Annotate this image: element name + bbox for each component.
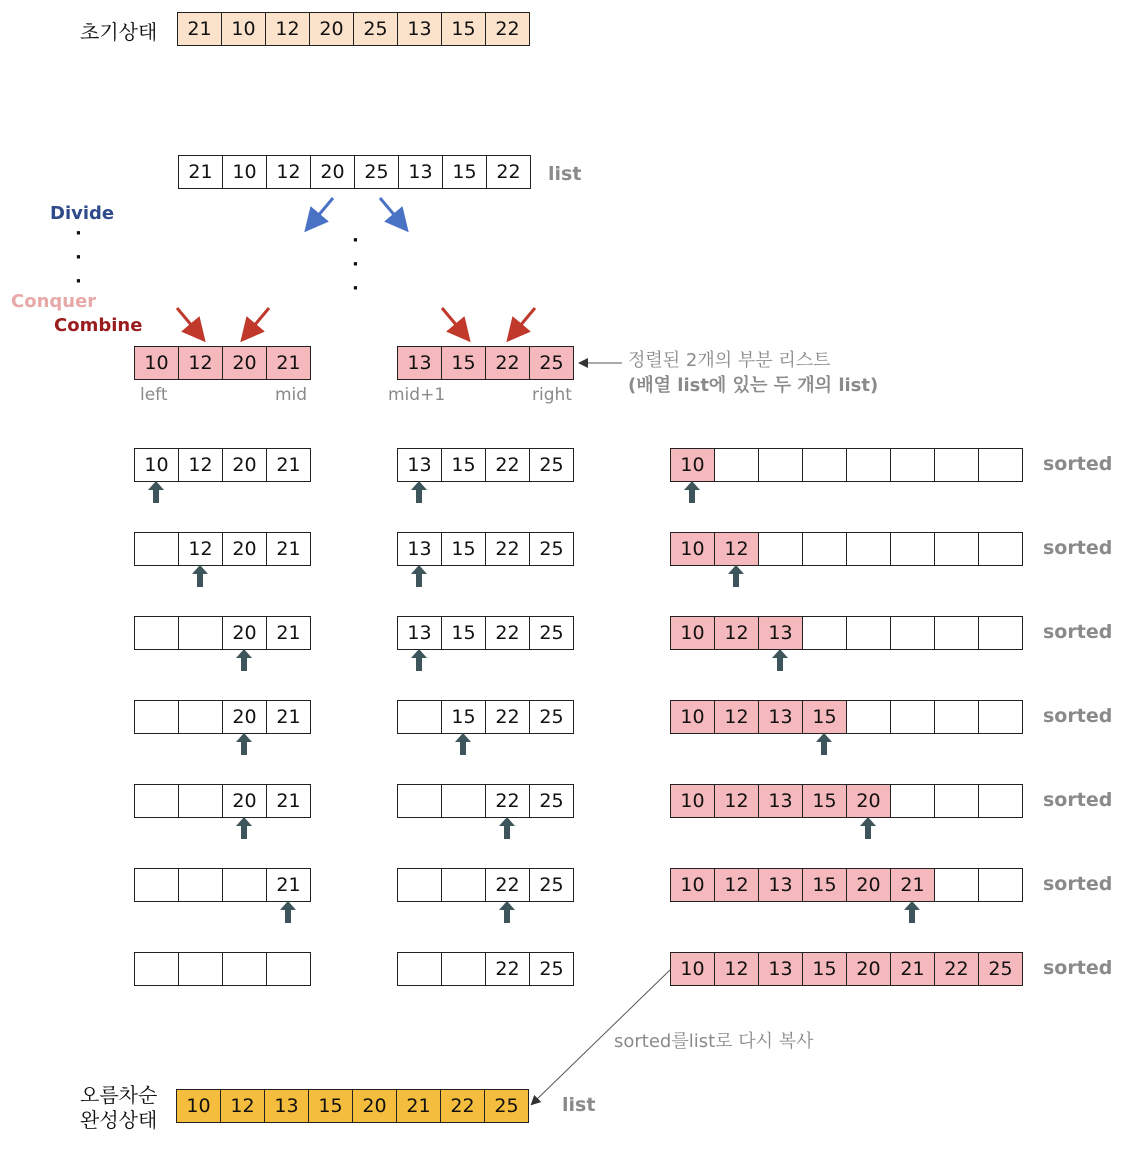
array-cell: 12	[714, 532, 759, 566]
array-cell: 25	[529, 868, 574, 902]
array-cell: 12	[178, 532, 223, 566]
array-cell: 15	[441, 448, 486, 482]
array-cell: 12	[178, 448, 223, 482]
array-cell: 15	[802, 952, 847, 986]
array-cell: 20	[222, 346, 267, 380]
array-cell: 10	[670, 700, 715, 734]
array-cell: 10	[134, 448, 179, 482]
array-cell: 13	[397, 346, 442, 380]
array-cell: 10	[670, 868, 715, 902]
array-cell: 22	[934, 952, 979, 986]
array-cell: 15	[441, 532, 486, 566]
array-cell: 21	[266, 346, 311, 380]
array-cell: 20	[222, 616, 267, 650]
array-cell: 21	[266, 616, 311, 650]
index-mid-plus-one-label: mid+1	[388, 385, 446, 405]
array-cell: 15	[441, 700, 486, 734]
annotation-line1: 정렬된 2개의 부분 리스트	[628, 350, 831, 371]
array-cell: 10	[670, 448, 715, 482]
divide-label: Divide	[50, 203, 115, 224]
index-right-label: right	[532, 385, 572, 405]
array-cell: 25	[529, 952, 574, 986]
array-cell: 21	[890, 952, 935, 986]
combine-arrow-2	[248, 308, 269, 333]
array-cell: 12	[714, 868, 759, 902]
array-cell: 25	[353, 12, 398, 46]
array-cell: 10	[670, 952, 715, 986]
array-cell: 20	[846, 868, 891, 902]
array-cell: 15	[802, 868, 847, 902]
array-cell: 10	[670, 616, 715, 650]
array-cell: 10	[221, 12, 266, 46]
array-cell: 20	[222, 532, 267, 566]
list-label: list	[548, 163, 582, 185]
middle-dots: · · ·	[352, 230, 359, 299]
sorted-label: sorted	[1043, 705, 1113, 727]
copy-back-arrow	[532, 970, 670, 1104]
array-cell: 22	[485, 448, 530, 482]
array-cell: 25	[529, 532, 574, 566]
array-cell: 25	[529, 346, 574, 380]
array-cell: 13	[264, 1089, 309, 1123]
array-cell: 20	[309, 12, 354, 46]
index-mid-label: mid	[275, 385, 308, 405]
array-cell: 15	[441, 346, 486, 380]
array-cell: 10	[134, 346, 179, 380]
combine-arrow-4	[514, 308, 535, 333]
array-cell: 12	[265, 12, 310, 46]
copy-back-label: sorted를list로 다시 복사	[614, 1031, 814, 1052]
array-cell: 22	[485, 616, 530, 650]
array-cell: 21	[266, 532, 311, 566]
array-cell: 13	[758, 616, 803, 650]
sorted-label: sorted	[1043, 621, 1113, 643]
array-cell: 25	[978, 952, 1023, 986]
array-cell: 12	[220, 1089, 265, 1123]
array-cell: 21	[266, 700, 311, 734]
array-cell: 15	[802, 700, 847, 734]
array-cell: 12	[714, 700, 759, 734]
divide-arrow-left	[312, 198, 333, 223]
sorted-label: sorted	[1043, 789, 1113, 811]
array-cell: 21	[266, 448, 311, 482]
index-left-label: left	[140, 385, 168, 405]
array-cell: 13	[758, 700, 803, 734]
divide-dots: · · ·	[75, 223, 82, 292]
array-cell: 25	[529, 700, 574, 734]
array-cell: 21	[266, 868, 311, 902]
array-cell: 12	[714, 952, 759, 986]
array-cell: 21	[178, 155, 223, 189]
array-cell: 15	[802, 784, 847, 818]
array-cell: 22	[485, 700, 530, 734]
array-cell: 10	[670, 532, 715, 566]
array-cell: 22	[485, 12, 530, 46]
array-cell: 13	[398, 155, 443, 189]
sorted-label: sorted	[1043, 453, 1113, 475]
array-cell: 20	[846, 784, 891, 818]
array-cell: 13	[758, 784, 803, 818]
sorted-label: sorted	[1043, 957, 1113, 979]
array-cell: 15	[441, 616, 486, 650]
array-cell: 20	[222, 700, 267, 734]
array-cell: 22	[486, 155, 531, 189]
array-cell: 12	[178, 346, 223, 380]
array-cell: 21	[266, 784, 311, 818]
divide-arrow-right	[380, 198, 401, 223]
array-cell: 25	[529, 448, 574, 482]
array-cell: 13	[397, 448, 442, 482]
combine-arrow-1	[177, 308, 198, 333]
array-cell: 13	[397, 532, 442, 566]
array-cell: 20	[222, 784, 267, 818]
final-label-line1: 오름차순	[80, 1083, 158, 1107]
array-cell: 25	[354, 155, 399, 189]
array-cell: 10	[176, 1089, 221, 1123]
array-cell: 20	[846, 952, 891, 986]
array-cell: 22	[485, 532, 530, 566]
array-cell: 13	[758, 868, 803, 902]
array-cell: 13	[397, 616, 442, 650]
final-list-label: list	[562, 1094, 596, 1116]
array-cell: 15	[441, 12, 486, 46]
annotation-line2: (배열 list에 있는 두 개의 list)	[628, 375, 879, 396]
array-cell: 10	[222, 155, 267, 189]
combine-arrow-3	[442, 308, 463, 333]
array-cell: 10	[670, 784, 715, 818]
array-cell: 20	[310, 155, 355, 189]
array-cell: 13	[397, 12, 442, 46]
array-cell: 22	[440, 1089, 485, 1123]
sorted-label: sorted	[1043, 873, 1113, 895]
array-cell: 25	[484, 1089, 529, 1123]
array-cell: 15	[308, 1089, 353, 1123]
sorted-label: sorted	[1043, 537, 1113, 559]
array-cell: 25	[529, 784, 574, 818]
final-label-line2: 완성상태	[80, 1108, 158, 1132]
array-cell: 12	[266, 155, 311, 189]
array-cell: 22	[485, 868, 530, 902]
array-cell: 12	[714, 784, 759, 818]
array-cell: 22	[485, 784, 530, 818]
conquer-label: Conquer	[11, 291, 97, 312]
combine-label: Combine	[54, 315, 143, 336]
array-cell: 22	[485, 952, 530, 986]
array-cell: 13	[758, 952, 803, 986]
array-cell: 21	[177, 12, 222, 46]
array-cell: 20	[222, 448, 267, 482]
array-cell: 20	[352, 1089, 397, 1123]
initial-state-label: 초기상태	[80, 20, 158, 44]
array-cell: 22	[485, 346, 530, 380]
array-cell: 12	[714, 616, 759, 650]
array-cell: 15	[442, 155, 487, 189]
array-cell: 21	[890, 868, 935, 902]
array-cell: 25	[529, 616, 574, 650]
array-cell: 21	[396, 1089, 441, 1123]
